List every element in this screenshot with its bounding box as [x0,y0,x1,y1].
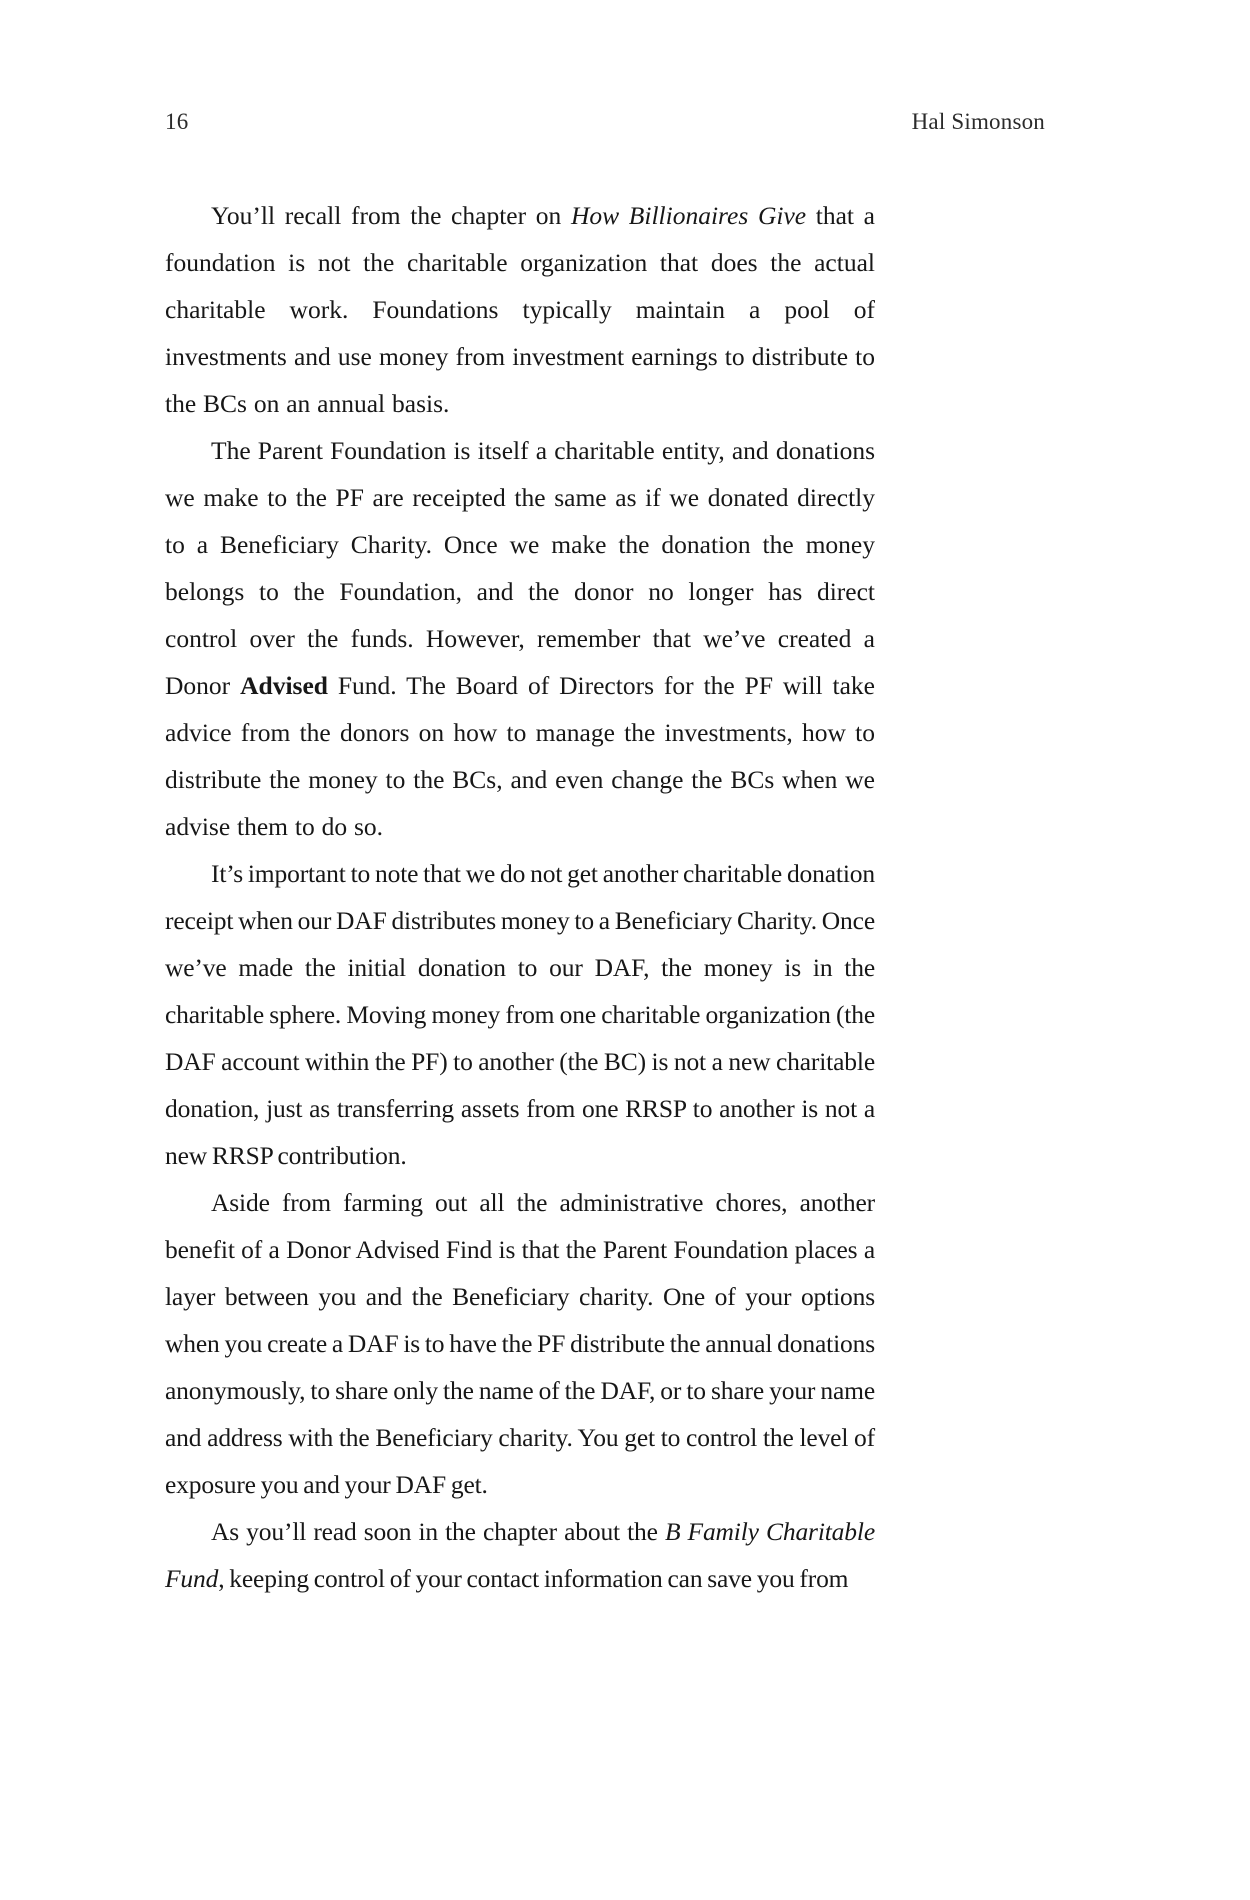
text-run: , keeping control of your contact information can save you from [218,1564,849,1593]
paragraph-2 [165,427,875,850]
paragraph-5 [165,1508,875,1602]
body-text-block [165,192,875,1602]
running-head-author: Hal Simonson [911,109,1045,134]
italic-run: B Family Charitable Fund [165,1517,875,1593]
page-number: 16 [165,109,189,134]
text-run: Aside from farming out all the administrative chores, another benefit of a Donor Advised Find is that the Parent Foundation places a layer between you and the Beneficiary charity. One of your options when you create a DAF is to have the PF distribute the annual donations anonymously, to share only the name of the DAF, or to share your name and address with the Beneficiary charity. You get to control the level of exposure you and your DAF get. [165,1188,875,1499]
text-run: It’s important to note that we do not get another charitable donation receipt when our DAF distributes money to a Beneficiary Charity. Once we’ve made the initial donation to our DAF, the money is in the charitable sphere. Moving money from one charitable organization (the DAF account within the PF) to another (the BC) is not a new charitable donation, just as transferring assets from one RRSP to another is not a new RRSP contribution. [165,859,875,1170]
italic-run: How Billionaires Give [570,201,807,230]
running-head [165,108,1045,136]
text-run: The Parent Foundation is itself a charitable entity, and donations we make to the PF are receipted the same as if we donated directly to a Beneficiary Charity. Once we make the donation the money belongs to the Foundation, and the donor no longer has direct control over the funds. However, remember that we’ve created a Donor [165,436,875,700]
text-run: You’ll recall from the chapter on [211,201,571,230]
paragraph-1 [165,192,875,427]
paragraph-4 [165,1179,875,1508]
text-run: that a foundation is not the charitable organization that does the actual charitable work. Foundations typically maintain a pool of investments and use money from investment earnings to distribute to the BCs on an annual basis. [165,201,875,418]
text-run: Fund. The Board of Directors for the PF will take advice from the donors on how to manage the investments, how to distribute the money to the BCs, and even change the BCs when we advise them to do so. [165,671,875,841]
paragraph-3 [165,850,875,1179]
bold-run: Advised [240,671,328,700]
text-run: As you’ll read soon in the chapter about the [211,1517,665,1546]
